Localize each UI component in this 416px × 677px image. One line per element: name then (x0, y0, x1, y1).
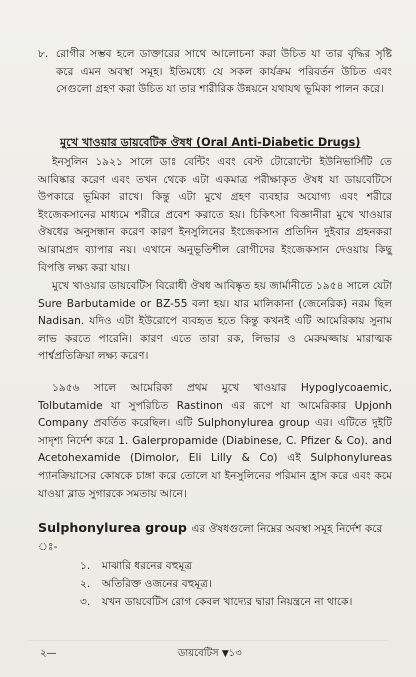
page-number: ১৩ (228, 648, 242, 659)
list-number: ৩. (80, 596, 91, 608)
item-number: ৮. (38, 48, 49, 60)
signature-mark: ২— (40, 648, 57, 659)
list-number: ১. (80, 560, 91, 572)
list-item (80, 557, 352, 575)
section-colon: ঃ- (38, 541, 58, 553)
section-title-bn: এর ঔষধগুলো নিম্নের অবস্থা সমূহ নির্দেশ করে (191, 523, 383, 535)
triangle-marker-icon: ▼ (221, 649, 229, 659)
list-item (80, 593, 352, 611)
list-text: মাঝারি ধরনের বহুমূত্র (102, 560, 193, 572)
book-title: ডায়বেটিস (178, 648, 219, 659)
list-text: অতিরিক্ত ওজনের বহুমূত্র। (102, 578, 212, 590)
section-heading-sulphonylurea (38, 520, 382, 539)
list-item (80, 575, 352, 593)
section-heading-oral-drugs: মুখে খাওয়ার ডায়বেটিক ঔষধ (Oral Anti-Diabetic Drugs) (60, 136, 361, 149)
section-title-en: Sulphonylurea group (38, 520, 187, 535)
indications-list (80, 557, 352, 611)
paragraph-first-oral-drug: মুখে খাওয়ার ডায়বেটিস বিরোধী ঔষধ আবিষ্কৃত হয় জার্মানীতে ১৯৫৪ সালে যেটা Sure Barbutamide or BZ-55 বলা হয়। যার মালিকানা (জেনেরিক) নরম ছিল Nadisan. যদিও এটা ইউরোপে ব্যবহৃত হতে কিন্তু কখনই এটি আমেরিকায় সুনাম লাভ করতে পারেনি। কারণ এতে তারা রক, লিভার ও মেরুমজ্জায় মারাত্মক পার্শ্বপ্রতিক্রিয়া লক্ষ্য করেণ। (38, 280, 392, 363)
item-text: রোগীর সম্ভব হলে ডাক্তারের সাথে আলোচনা করা উচিত যা তার বৃদ্ধির সৃষ্টি করে এমন অবস্থা সমূহ। ইতিমধ্যে যে সকল কার্যক্রম পরিবর্তন উচিত এবং সেগুলো গ্রহণ করা উচিত যা তার শারীরিক উন্নয়নে যথাযথ ভূমিকা পালন করে। (56, 48, 392, 96)
list-text: যখন ডায়বেটিস রোগ কেবল খাদ্যের দ্বারা নিয়ন্ত্রনে না থাকে। (102, 596, 353, 608)
list-number: ২. (80, 578, 91, 590)
list-item-8 (38, 46, 392, 99)
paragraph-tolbutamide: ১৯৫৬ সালে আমেরিকা প্রথম মুখে খাওয়ার Hypoglycoaemic, Tolbutamide যা সুপরিচিত Rastinon এর রূপে যা আমেরিকার Upjonh Company প্রবর্তিত করেছিল। এটি Sulphonylurea group এর। এটিতে দুইটি সাদৃশ্য নির্দেশ করে 1. Galerpropamide (Diabinese, C. Pfizer & Co). and Acetohexamide (Dimolor, Eli Lilly & Co) এই Sulphonylureas প্যানক্রিয়াসের কোষকে চাঙ্গা করে তোলে যা ইনসুলিনের পরিমান হ্রাস করে এবং কমে যাওয়া ব্লাড সুগারকে সমতায় আনে। (38, 382, 392, 500)
divider (28, 640, 388, 641)
paragraph-insulin-history: ইনসুলিন ১৯২১ সালে ডাঃ বেন্টিং এবং বেস্ট টোরোন্টো ইউনিভার্সিটি তে আবিষ্কার করেণ এবং তখন থেকে এটা একমাত্র পরীক্ষাকৃত ঔষধ যা ডায়বেটিসে উপকারে ভূমিকা রাখে। কিন্তু এটা মুখে গ্রহণ ব্যবহার অযোগ্য এবং শরীরে ইংজেকসানের মাধ্যমে শরীরে প্রবেশ করাতে হয়। চিকিৎসা বিজ্ঞানীরা মুখে খাওয়ার ঔষধের অনুসন্ধান করেণ কারণ ইনসুলিনের ইংজেকসান প্রতিদিন দুইবার গ্রহনকরা আরামপ্রদ ব্যাপার নয়। এখানে অনুভূতিশীল রোগীদের ইংজেকসান দেওয়ায় কিছু বিপত্তি লক্ষ্য করা যায়। (38, 156, 392, 274)
running-footer (178, 646, 242, 663)
